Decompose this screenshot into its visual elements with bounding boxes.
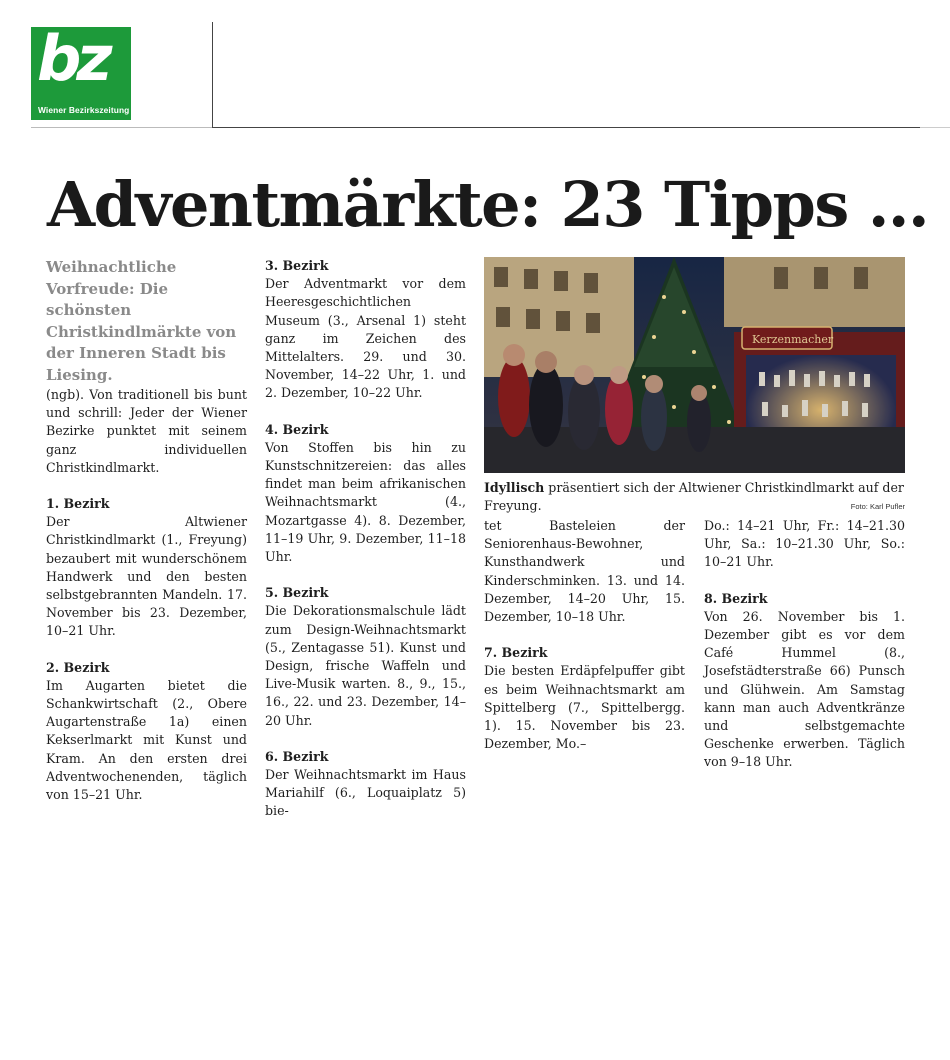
section-heading: 1. Bezirk (46, 496, 110, 512)
column-1 (46, 257, 247, 804)
section-heading: 7. Bezirk (484, 645, 548, 661)
section-heading: 3. Bezirk (265, 258, 329, 273)
section-heading: 2. Bezirk (46, 659, 110, 675)
section-heading: 4. Bezirk (265, 421, 329, 437)
bz-logo[interactable] (31, 22, 131, 120)
photo-credit: Foto: Karl Pufler (850, 502, 905, 511)
masthead-rule-left (31, 127, 212, 128)
christmas-market-photo[interactable] (484, 257, 905, 473)
column-2 (265, 257, 466, 821)
column-3 (484, 517, 685, 753)
section-heading: 8. Bezirk (704, 590, 768, 606)
section-text: tet Basteleien der Seniorenhaus-Bewohner, Kunsthandwerk und Kinderschminken. 13. und 14. Dezember, 14–20 Uhr, 15. Dezember, 10–18 Uhr. (484, 518, 685, 625)
masthead-rule-right (920, 127, 950, 128)
masthead-divider-vertical (212, 22, 213, 128)
section-text: Von Stoffen bis hin zu Kunstschnitzereien: das alles findet man beim afrikanischen Weihnachtsmarkt (4., Mozartgasse 4). 8. Dezember, 11–19 Uhr, 9. Dezember, 11–18 Uhr. (265, 439, 466, 565)
section-text: Von 26. November bis 1. Dezember gibt es vor dem Café Hummel (8., Josefstädterstraße 66) Punsch und Glühwein. Am Samstag kann man auch Adventkränze und selbstgemachte Geschenke erwerben. Täglich von 9–18 Uhr. (704, 608, 905, 770)
logo-subtitle: Wiener Bezirkszeitung (38, 105, 130, 115)
section-text: Die Dekorationsmalschule lädt zum Design-Weihnachtsmarkt (5., Zentagasse 51). Kunst und Design, frische Waffeln und Live-Musik warten. 8., 9., 15., 16., 22. und 23. Dezember, 14–20 Uhr. (265, 603, 466, 728)
section-text: Der Adventmarkt vor dem Heeresgeschichtlichen Museum (3., Arsenal 1) steht ganz im Zeichen des Mittelalters. 29. und 30. November, 14–22 Uhr, 1. und 2. Dezember, 10–22 Uhr. (265, 276, 466, 401)
section-text: Die besten Erdäpfelpuffer gibt es beim Weihnachtsmarkt am Spittelberg (7., Spittelbergg. 1). 15. November bis 23. Dezember, Mo.– (484, 663, 685, 752)
masthead-rule (212, 127, 920, 128)
article-headline: Adventmärkte: 23 Tipps ... (47, 168, 929, 241)
christmas-market-image (484, 257, 905, 473)
intro-text: Weihnachtliche Vorfreude: Die schönsten Christkindlmärkte von der Inneren Stadt bis Liesing. (46, 258, 237, 384)
caption-lead: Idyllisch (484, 480, 545, 495)
section-heading: 5. Bezirk (265, 585, 329, 601)
caption-text: präsentiert sich der Altwiener Christkindlmarkt auf der Freyung. (484, 480, 904, 514)
section-heading: 6. Bezirk (265, 748, 329, 764)
logo-mark: bz (37, 22, 108, 95)
lead-paragraph: (ngb). Von traditionell bis bunt und schrill: Jeder der Wiener Bezirke punktet mit seinem ganz individuellen Christkindlmarkt. (46, 387, 247, 475)
section-text: Im Augarten bietet die Schankwirtschaft (2., Obere Augartenstraße 1a) einen Kekserlmarkt mit Kunst und Kram. An den ersten drei Adventwochenenden, täglich von 15–21 Uhr. (46, 677, 247, 803)
section-text: Der Altwiener Christkindlmarkt (1., Freyung) bezaubert mit wunderschönem Handwerk und den besten selbstgebrannten Mandeln. 17. November bis 23. Dezember, 10–21 Uhr. (46, 514, 247, 639)
stall-sign: Kerzenmacher (752, 333, 834, 346)
photo-caption (484, 479, 905, 515)
section-text: Do.: 14–21 Uhr, Fr.: 14–21.30 Uhr, Sa.: 10–21.30 Uhr, So.: 10–21 Uhr. (704, 518, 905, 570)
section-text: Der Weihnachtsmarkt im Haus Mariahilf (6., Loquaiplatz 5) bie- (265, 767, 466, 819)
column-4 (704, 517, 905, 772)
